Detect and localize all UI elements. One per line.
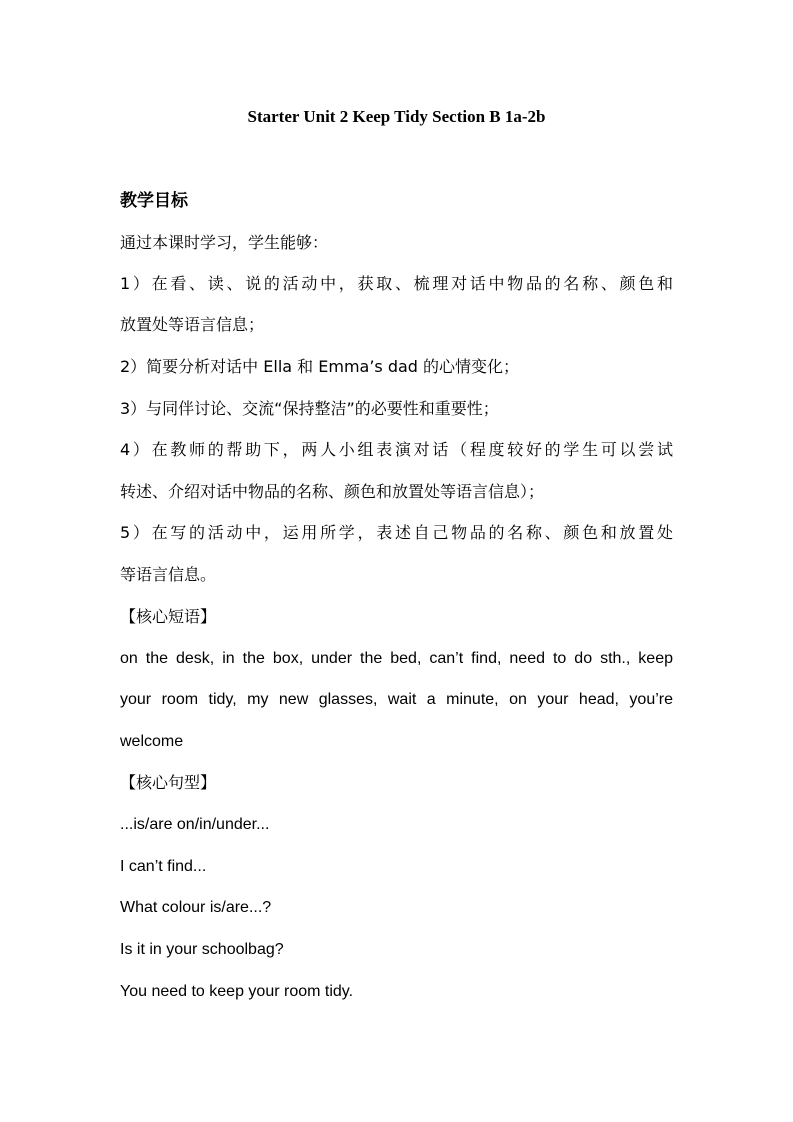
objective-line: 放置处等语言信息； [120,315,265,334]
objectives-intro: 通过本课时学习，学生能够： [120,233,329,252]
phrases-heading: 【核心短语】 [120,607,217,626]
objective-line: 3）与同伴讨论、交流“保持整洁”的必要性和重要性； [120,399,499,418]
document-title: Starter Unit 2 Keep Tidy Section B 1a-2b [247,107,546,126]
phrases-line: on the desk, in the box, under the bed, can’t find, need to do sth., keep [120,650,673,667]
sentence-pattern: You need to keep your room tidy. [120,983,354,1000]
sentence-pattern: ...is/are on/in/under... [120,816,270,833]
phrases-line: welcome [120,733,184,750]
sentence-pattern: What colour is/are...? [120,899,272,916]
objective-line: 5）在写的活动中，运用所学，表述自己物品的名称、颜色和放置处 [120,523,673,542]
phrases-line: your room tidy, my new glasses, wait a minute, on your head, you’re [120,691,673,708]
sentences-heading: 【核心句型】 [120,773,217,792]
objective-line: 等语言信息。 [120,565,217,584]
objective-line: 2）简要分析对话中 Ella 和 Emma’s dad 的心情变化； [120,357,520,376]
sentence-pattern: I can’t find... [120,858,207,875]
sentence-pattern: Is it in your schoolbag? [120,941,284,958]
objective-line: 1）在看、读、说的活动中，获取、梳理对话中物品的名称、颜色和 [120,274,673,293]
objective-line: 4）在教师的帮助下，两人小组表演对话（程度较好的学生可以尝试 [120,440,673,459]
objective-line: 转述、介绍对话中物品的名称、颜色和放置处等语言信息）； [120,482,545,501]
objectives-heading: 教学目标 [120,191,188,211]
